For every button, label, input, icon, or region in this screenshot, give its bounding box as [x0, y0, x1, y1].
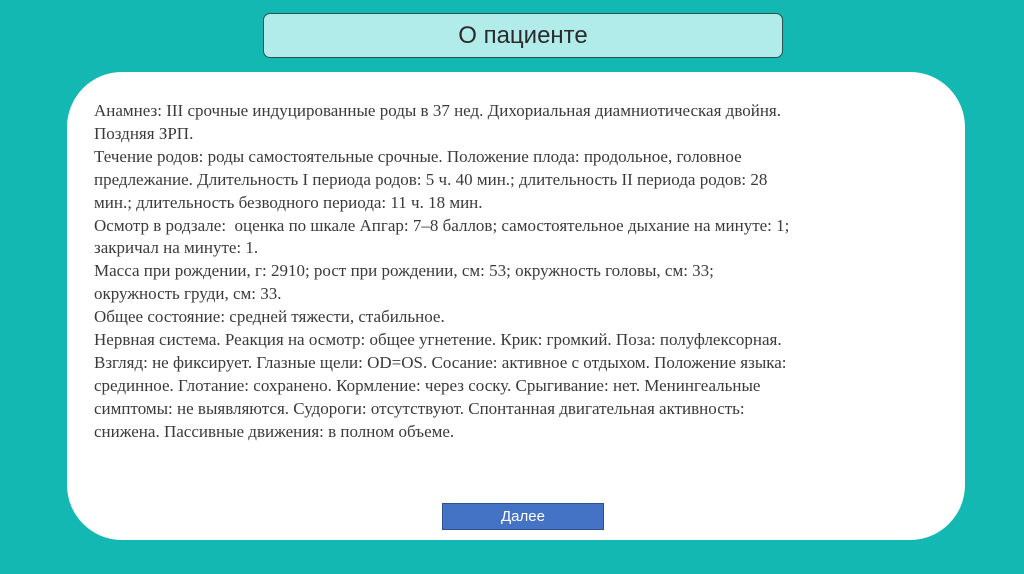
title-banner — [263, 13, 783, 58]
info-line: предлежание. Длительность I периода родов: 5 ч. 40 мин.; длительность II периода родов: 28 — [94, 169, 768, 189]
info-line: Поздняя ЗРП. — [94, 123, 194, 143]
page-title: О пациенте — [458, 21, 588, 49]
info-line: симптомы: не выявляются. Судороги: отсутствуют. Спонтанная двигательная активность: — [94, 398, 745, 418]
info-line: окружность груди, см: 33. — [94, 284, 282, 304]
patient-info-card — [67, 72, 965, 540]
info-line: Масса при рождении, г: 2910; рост при рождении, см: 53; окружность головы, см: 33; — [94, 261, 714, 281]
info-line: Осмотр в родзале: оценка по шкале Апгар: 7–8 баллов; самостоятельное дыхание на минуте: 1; — [94, 215, 790, 235]
info-line: мин.; длительность безводного периода: 11 ч. 18 мин. — [94, 192, 483, 212]
info-line: Нервная система. Реакция на осмотр: общее угнетение. Крик: громкий. Поза: полуфлексорная. — [94, 330, 782, 350]
next-button[interactable]: Далее — [442, 503, 604, 530]
info-line: закричал на минуте: 1. — [94, 238, 259, 258]
info-line: снижена. Пассивные движения: в полном объеме. — [94, 421, 455, 441]
info-line: Анамнез: III срочные индуцированные роды в 37 нед. Дихориальная диамниотическая двойня. — [94, 101, 781, 120]
info-line: срединное. Глотание: сохранено. Кормление: через соску. Срыгивание: нет. Менингеальные — [94, 375, 761, 395]
info-line: Течение родов: роды самостоятельные срочные. Положение плода: продольное, головное — [94, 146, 742, 166]
info-line: Общее состояние: средней тяжести, стабильное. — [94, 307, 445, 327]
patient-info-text — [94, 100, 944, 444]
info-line: Взгляд: не фиксирует. Глазные щели: OD=OS. Сосание: активное с отдыхом. Положение языка: — [94, 352, 787, 372]
